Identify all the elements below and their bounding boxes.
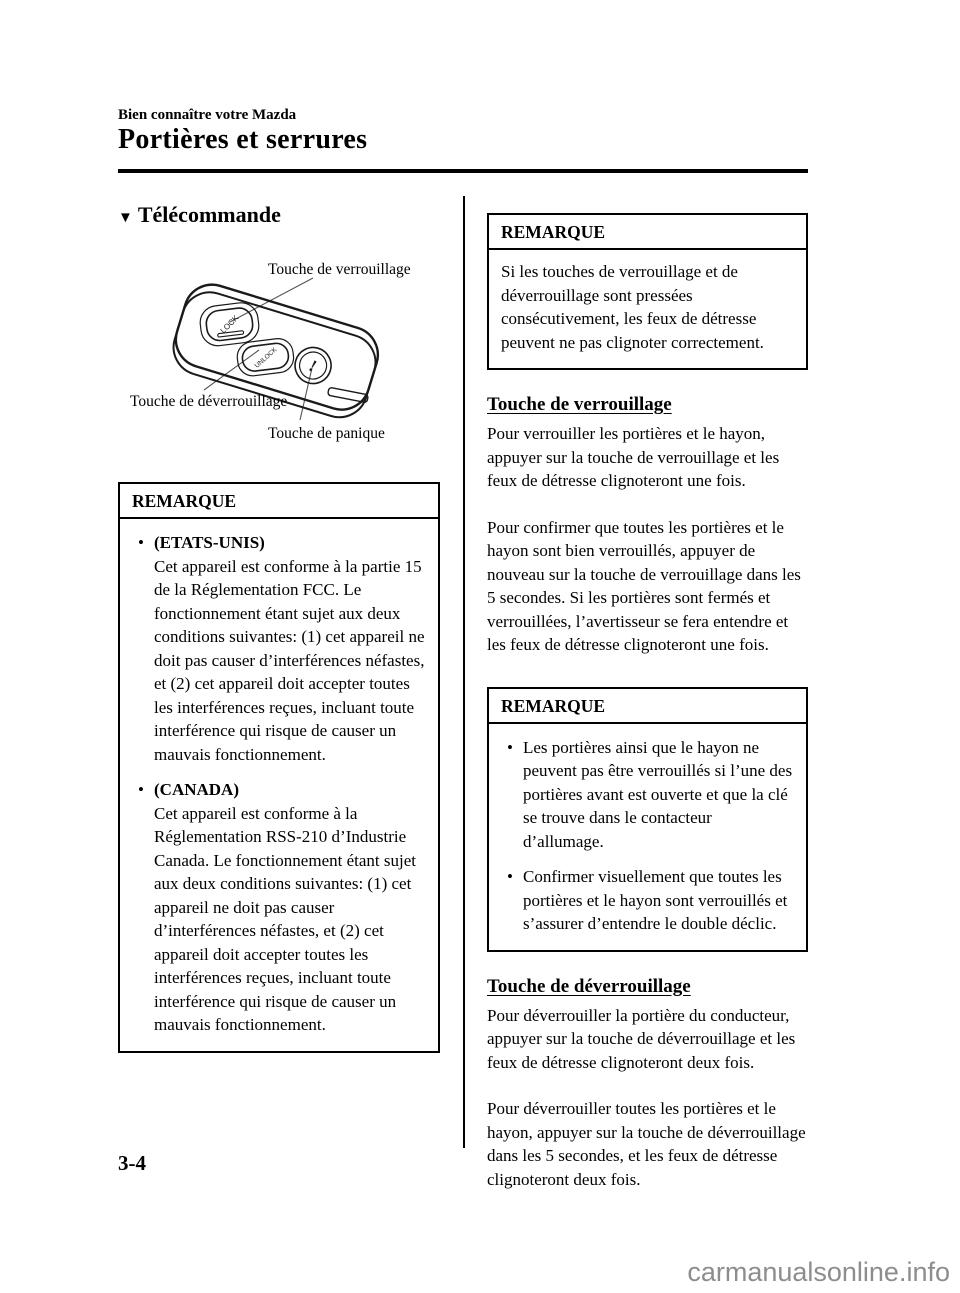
- column-divider: [463, 196, 465, 1148]
- leader-line-panic: [300, 368, 312, 420]
- label-lock-button: Touche de verrouillage: [268, 261, 411, 278]
- bullet-icon: •: [138, 780, 144, 799]
- lock-button: [198, 301, 260, 348]
- note-item-body: Cet appareil est conforme à la partie 15 de la Réglementation FCC. Le fonctionnement étant sujet aux deux conditions suivantes: (1) cet appareil ne doit pas causer d’interférences néfastes, et (2) cet appareil doit accepter toutes les interférences reçues, incluant toute interférence qui risque de causer un mauvais fonctionnement.: [154, 556, 425, 764]
- bullet-icon: •: [507, 737, 513, 757]
- page-title: Portières et serrures: [118, 124, 368, 155]
- right-column: [487, 213, 808, 1191]
- note-box-flasher: [487, 213, 808, 370]
- list-item: [128, 531, 426, 766]
- section-heading-telecommande: [118, 202, 440, 228]
- unlock-button-text: UNLOCK: [253, 346, 279, 370]
- note-box-title: REMARQUE: [120, 484, 438, 519]
- lock-button-text: LOCK: [218, 313, 241, 336]
- note-item-body: Les portières ainsi que le hayon ne peuvent pas être verrouillés si l’une des portières avant est ouverte et que la clé se trouve dans le contacteur d’allumage.: [523, 737, 793, 851]
- panic-button: [291, 343, 336, 388]
- page-number: 3-4: [118, 1151, 146, 1175]
- paragraph: Pour verrouiller les portières et le hayon, appuyer sur la touche de verrouillage et les feux de détresse clignoteront une fois.: [487, 424, 780, 490]
- chapter-eyebrow: Bien connaître votre Mazda: [118, 107, 297, 123]
- paragraph: Pour déverrouiller la portière du conducteur, appuyer sur la touche de déverrouillage et les feux de détresse clignoteront deux fois.: [487, 1005, 796, 1072]
- subheading-lock: Touche de verrouillage: [487, 394, 672, 415]
- label-unlock-button: Touche de déverrouillage: [130, 393, 288, 410]
- note-item-body: Cet appareil est conforme à la Réglementation RSS-210 d’Industrie Canada. Le fonctionnement étant sujet aux deux conditions suivantes: (1) cet appareil ne doit pas causer d’interférences néfastes, et (2) cet appareil doit accepter toutes les interférences reçues, incluant toute interférence qui risque de causer un mauvais fonctionnement.: [154, 803, 416, 1034]
- keyfob-diagram: [118, 250, 440, 452]
- panic-button-glyph: !: [305, 356, 320, 376]
- bullet-icon: •: [507, 867, 513, 886]
- note-item-heading: (CANADA): [154, 780, 239, 799]
- list-item: [497, 865, 794, 936]
- list-item: [497, 736, 794, 854]
- title-rule: [118, 169, 808, 173]
- section-heading-label: Télécommande: [137, 202, 281, 227]
- subheading-unlock: Touche de déverrouillage: [487, 975, 691, 997]
- paragraph: Pour confirmer que toutes les portières et le hayon sont bien verrouillés, appuyer de nouveau sur la touche de verrouillage dans les 5 secondes. Si les portières sont fermés et verrouillées, l’avertisseur se fera entendre et les feux de détresse clignoteront une fois.: [487, 517, 801, 654]
- note-body-text: Si les touches de verrouillage et de déverrouillage sont pressées consécutivement, les feux de détresse peuvent ne pas clignoter correctement.: [501, 262, 764, 352]
- watermark: carmanualsonline.info: [687, 1257, 950, 1287]
- note-item-body: Confirmer visuellement que toutes les portières et le hayon sont verrouillés et s’assurer d’entendre le double déclic.: [523, 867, 788, 933]
- note-box-title: REMARQUE: [489, 215, 806, 250]
- note-item-heading: (ETATS-UNIS): [154, 533, 265, 552]
- list-item: [128, 778, 426, 1037]
- note-box-title: REMARQUE: [489, 689, 806, 724]
- left-column: [118, 202, 440, 1053]
- paragraph: Pour déverrouiller toutes les portières et le hayon, appuyer sur la touche de déverrouillage dans les 5 secondes, et les feux de détresse clignoteront deux fois.: [487, 1099, 806, 1189]
- section-triangle-marker: ▼: [118, 210, 133, 226]
- note-box-regulatory: [118, 482, 440, 1053]
- bullet-icon: •: [138, 533, 144, 552]
- leader-line-lock: [230, 278, 313, 322]
- note-box-content: [120, 519, 438, 1051]
- label-panic-button: Touche de panique: [268, 425, 385, 442]
- note-box-lock-conditions: [487, 687, 808, 952]
